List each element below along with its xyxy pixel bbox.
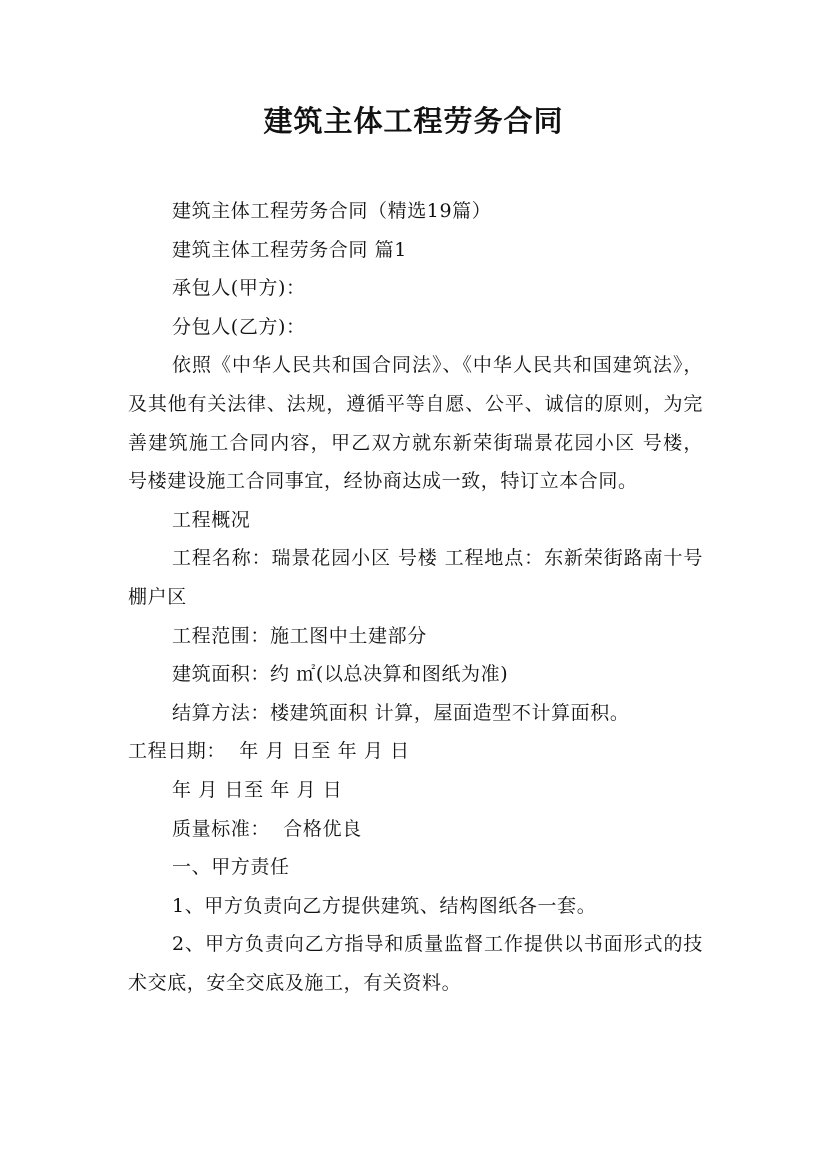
document-title: 建筑主体工程劳务合同: [263, 104, 564, 138]
building-area-line: 建筑面积：约 ㎡(以总决算和图纸为准): [172, 663, 509, 686]
duty-item-1: 1、甲方负责向乙方提供建筑、结构图纸各一套。: [172, 894, 597, 917]
project-date-line: 工程日期： 年 月 日至 年 月 日: [128, 740, 410, 763]
party-a-line: 承包人(甲方)：: [172, 277, 306, 300]
project-name-line: 工程名称：瑞景花园小区 号楼 工程地点：东新荣街路南十号棚户区: [128, 547, 703, 608]
preamble-paragraph: 依照《中华人民共和国合同法》、《中华人民共和国建筑法》，及其他有关法律、法规，遵循平等自愿、公平、诚信的原则，为完善建筑施工合同内容，甲乙双方就东新荣街瑞景花园小区 号楼， 号楼建设施工合同事宜，经协商达成一致，特订立本合同。: [128, 354, 703, 493]
document-body: [128, 192, 703, 1002]
duty-item-2: 2、甲方负责向乙方指导和质量监督工作提供以书面形式的技术交底，安全交底及施工，有关资料。: [128, 933, 703, 994]
section-heading: 建筑主体工程劳务合同 篇1: [172, 238, 407, 261]
subtitle-paragraph: 建筑主体工程劳务合同（精选19篇）: [172, 200, 492, 222]
party-a-duties-heading: 一、甲方责任: [172, 856, 290, 879]
project-overview-heading: 工程概况: [172, 508, 251, 531]
project-scope-line: 工程范围：施工图中土建部分: [172, 624, 427, 647]
quality-standard-line: 质量标准： 合格优良: [172, 817, 362, 840]
party-b-line: 分包人(乙方)：: [172, 315, 306, 338]
settlement-method-line: 结算方法：楼建筑面积 计算，屋面造型不计算面积。: [172, 701, 630, 724]
project-date-continued: 年 月 日至 年 月 日: [172, 778, 343, 801]
